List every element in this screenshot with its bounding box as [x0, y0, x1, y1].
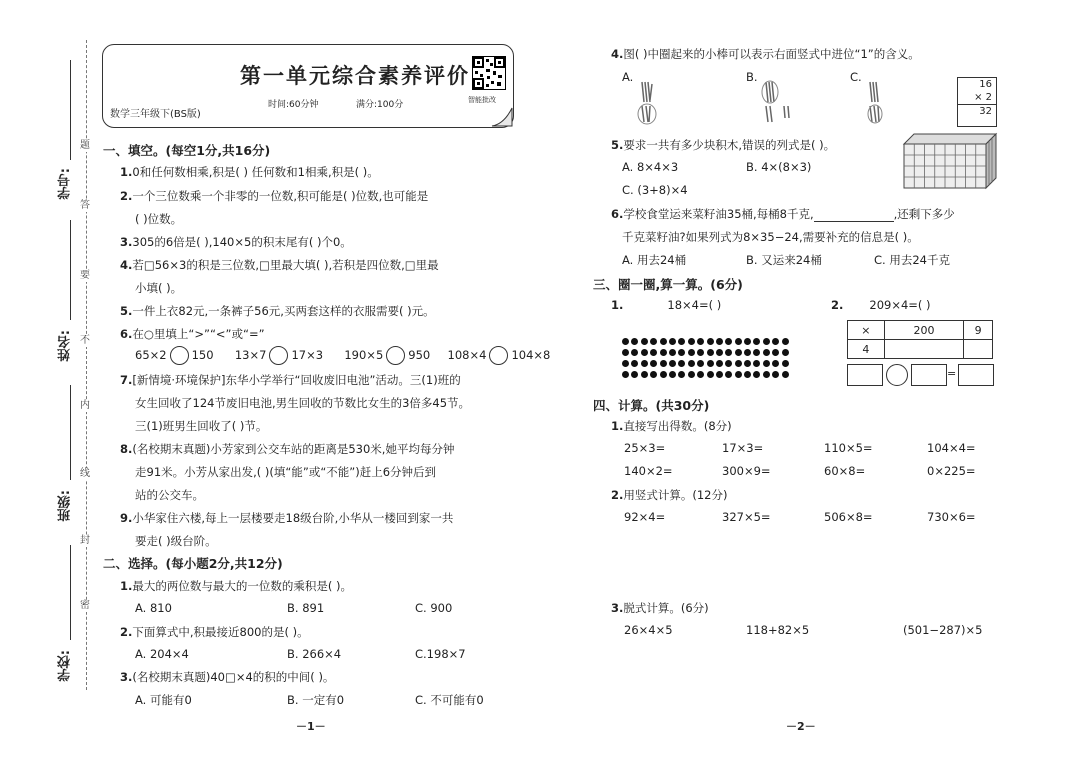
class-label: 班级:	[58, 490, 73, 522]
qr-code-icon[interactable]	[472, 56, 506, 90]
s2-q2-option-b[interactable]: B. 266×4	[287, 647, 342, 661]
compare-circle[interactable]	[170, 346, 189, 365]
section-1-title: 一、填空。(每空1分,共16分)	[103, 143, 271, 158]
s3-q1: 1. 18×4=( )	[611, 298, 722, 312]
binding-char: 答	[80, 200, 90, 211]
grid-cell: ×	[848, 321, 885, 340]
s1-q8-line2: 走91米。小芳从家出发,( )(填“能”或“不能”)赶上6分钟后到	[135, 465, 437, 479]
grid-cell: 4	[848, 340, 885, 359]
s2-q4-option-a[interactable]: A.	[622, 70, 634, 84]
s2-q1-option-c[interactable]: C. 900	[415, 601, 453, 615]
calc-item: 730×6=	[927, 510, 976, 524]
s2-q4: 4.图( )中圈起来的小棒可以表示右面竖式中进位“1”的含义。	[611, 47, 920, 61]
s2-q2: 2.下面算式中,积最接近800的是( )。	[120, 625, 309, 639]
calc-item: 327×5=	[722, 510, 771, 524]
dot	[622, 371, 629, 378]
grid-cell: 9	[964, 321, 993, 340]
student-id-line[interactable]	[70, 60, 71, 160]
binding-char: 题	[80, 140, 90, 151]
s2-q3: 3.(名校期末真题)40□×4的积的中间( )。	[120, 670, 335, 684]
s2-q1-option-b[interactable]: B. 891	[287, 601, 325, 615]
binding-char: 封	[80, 535, 90, 546]
s1-q2-line2: ( )位数。	[135, 212, 183, 226]
dot	[716, 371, 723, 378]
dot-row	[622, 341, 791, 352]
equals-sign: =	[947, 367, 957, 380]
grid-cell-answer[interactable]	[964, 340, 993, 359]
answer-box[interactable]	[911, 364, 947, 386]
s1-q8-line3: 站的公交车。	[135, 488, 204, 502]
s1-q3: 3.305的6倍是( ),140×5的积末尾有( )个0。	[120, 235, 352, 249]
binding-char: 密	[80, 600, 90, 611]
s1-q7: 7.[新情境·环境保护]东华小学举行“回收废旧电池”活动。三(1)班的	[120, 373, 461, 387]
s2-q6-option-c[interactable]: C. 用去24千克	[874, 253, 950, 267]
binding-char: 内	[80, 400, 90, 411]
s1-q9: 9.小华家住六楼,每上一层楼要走18级台阶,小华从一楼回到家一共	[120, 511, 454, 525]
s1-q9-line2: 要走( )级台阶。	[135, 534, 217, 548]
s2-q5-option-a[interactable]: A. 8×4×3	[622, 160, 679, 174]
calc-item: 140×2=	[624, 464, 673, 478]
s2-q5-option-b[interactable]: B. 4×(8×3)	[746, 160, 812, 174]
binding-char: 线	[80, 468, 90, 479]
section-3-title: 三、圈一圈,算一算。(6分)	[593, 277, 743, 292]
s2-q1-option-a[interactable]: A. 810	[135, 601, 172, 615]
calc-item: 110×5=	[824, 441, 873, 455]
s1-q6: 6.在○里填上“>”“<”或“=”	[120, 327, 265, 341]
calc-item: 118+82×5	[746, 623, 810, 637]
s4-q3: 3.脱式计算。(6分)	[611, 601, 709, 615]
dot	[763, 371, 770, 378]
s1-q2: 2.一个三位数乘一个非零的一位数,积可能是( )位数,也可能是	[120, 189, 429, 203]
calc-item: (501−287)×5	[903, 623, 983, 637]
page-number-2: －2－	[786, 720, 816, 733]
answer-box[interactable]	[958, 364, 994, 386]
grid-cell-answer[interactable]	[884, 340, 963, 359]
score-info: 满分:100分	[356, 100, 404, 110]
dot-row	[622, 363, 791, 374]
compare-circle[interactable]	[269, 346, 288, 365]
calc-item: 25×3=	[624, 441, 666, 455]
dot	[669, 371, 676, 378]
dot	[707, 371, 714, 378]
s1-q8: 8.(名校期末真题)小芳家到公交车站的距离是530米,她平均每分钟	[120, 442, 455, 456]
s3-q2: 2. 209×4=( )	[831, 298, 931, 312]
calc-item: 104×4=	[927, 441, 976, 455]
binding-char: 不	[80, 335, 90, 346]
name-line[interactable]	[70, 220, 71, 320]
s2-q1: 1.最大的两位数与最大的一位数的乘积是( )。	[120, 579, 353, 593]
class-line[interactable]	[70, 385, 71, 480]
compare-circle[interactable]	[489, 346, 508, 365]
dot	[641, 371, 648, 378]
compare-circle[interactable]	[386, 346, 405, 365]
calc-item: 60×8=	[824, 464, 866, 478]
dot	[688, 371, 695, 378]
section-2-title: 二、选择。(每小题2分,共12分)	[103, 556, 283, 571]
s1-q4: 4.若□56×3的积是三位数,□里最大填( ),若积是四位数,□里最	[120, 258, 439, 272]
building-blocks-icon	[902, 132, 998, 190]
operator-circle[interactable]	[886, 364, 908, 386]
school-line[interactable]	[70, 545, 71, 640]
fill-blank-line[interactable]	[814, 209, 894, 222]
time-info: 时间:60分钟	[268, 100, 319, 110]
calc-item: 506×8=	[824, 510, 873, 524]
s2-q2-option-c[interactable]: C.198×7	[415, 647, 466, 661]
s2-q3-option-b[interactable]: B. 一定有0	[287, 693, 345, 707]
page-2	[540, 0, 1080, 764]
s1-q7-line2: 女生回收了124节废旧电池,男生回收的节数比女生的3倍多45节。	[135, 396, 471, 410]
dot-row	[622, 352, 791, 363]
s2-q5: 5.要求一共有多少块积木,错误的列式是( )。	[611, 138, 836, 152]
s4-q1: 1.直接写出得数。(8分)	[611, 419, 732, 433]
page-curl-icon	[490, 106, 514, 128]
dot-row	[622, 330, 791, 341]
s2-q4-option-b[interactable]: B.	[746, 70, 758, 84]
subject-info: 数学三年级下(BS版)	[110, 109, 201, 120]
s2-q6-option-a[interactable]: A. 用去24桶	[622, 253, 687, 267]
vertical-multiplication: 16 × 2 32	[957, 77, 997, 127]
binding-line	[86, 40, 87, 690]
student-id-label: 学号:	[58, 168, 73, 200]
sticks-bundle-b-icon[interactable]	[760, 78, 800, 126]
calc-item: 0×225=	[927, 464, 976, 478]
name-label: 姓名:	[58, 330, 73, 362]
grid-cell: 200	[884, 321, 963, 340]
s2-q3-option-c[interactable]: C. 不可能有0	[415, 693, 484, 707]
sticks-bundle-a-icon[interactable]	[636, 78, 676, 126]
qr-caption: 智能批改	[468, 96, 496, 104]
page-number-1: －1－	[296, 720, 326, 733]
s1-q5: 5.一件上衣82元,一条裤子56元,买两套这样的衣服需要( )元。	[120, 304, 435, 318]
page-title: 第一单元综合素养评价	[240, 63, 470, 88]
dot	[782, 371, 789, 378]
answer-box[interactable]	[847, 364, 883, 386]
s2-q6-line2: 千克菜籽油?如果列式为8×35−24,需要补充的信息是( )。	[622, 230, 919, 244]
calc-item: 26×4×5	[624, 623, 673, 637]
s2-q2-option-a[interactable]: A. 204×4	[135, 647, 189, 661]
dot	[660, 371, 667, 378]
dot	[735, 371, 742, 378]
sticks-bundle-c-icon[interactable]	[864, 78, 904, 126]
s2-q3-option-a[interactable]: A. 可能有0	[135, 693, 192, 707]
school-label: 学校:	[58, 650, 73, 682]
s1-q7-line3: 三(1)班男生回收了( )节。	[135, 419, 268, 433]
s1-q6-comparisons: 65×2 150 13×7 17×3 190×5 950 108×4 104×8	[135, 346, 550, 365]
calc-item: 17×3=	[722, 441, 764, 455]
s4-q2: 2.用竖式计算。(12分)	[611, 488, 728, 502]
dot-array[interactable]	[622, 330, 791, 374]
s2-q4-option-c[interactable]: C.	[850, 70, 862, 84]
s2-q5-option-c[interactable]: C. (3+8)×4	[622, 183, 688, 197]
s1-q4-line2: 小填( )。	[135, 281, 183, 295]
binding-char: 要	[80, 270, 90, 281]
calc-item: 300×9=	[722, 464, 771, 478]
multiplication-grid	[847, 320, 993, 359]
s2-q6: 6.学校食堂运来菜籽油35桶,每桶8千克, ,还剩下多少	[611, 207, 955, 221]
s2-q6-option-b[interactable]: B. 又运来24桶	[746, 253, 822, 267]
s1-q1: 1.0和任何数相乘,积是( ) 任何数和1相乘,积是( )。	[120, 165, 379, 179]
calc-item: 92×4=	[624, 510, 666, 524]
section-4-title: 四、计算。(共30分)	[593, 398, 710, 413]
